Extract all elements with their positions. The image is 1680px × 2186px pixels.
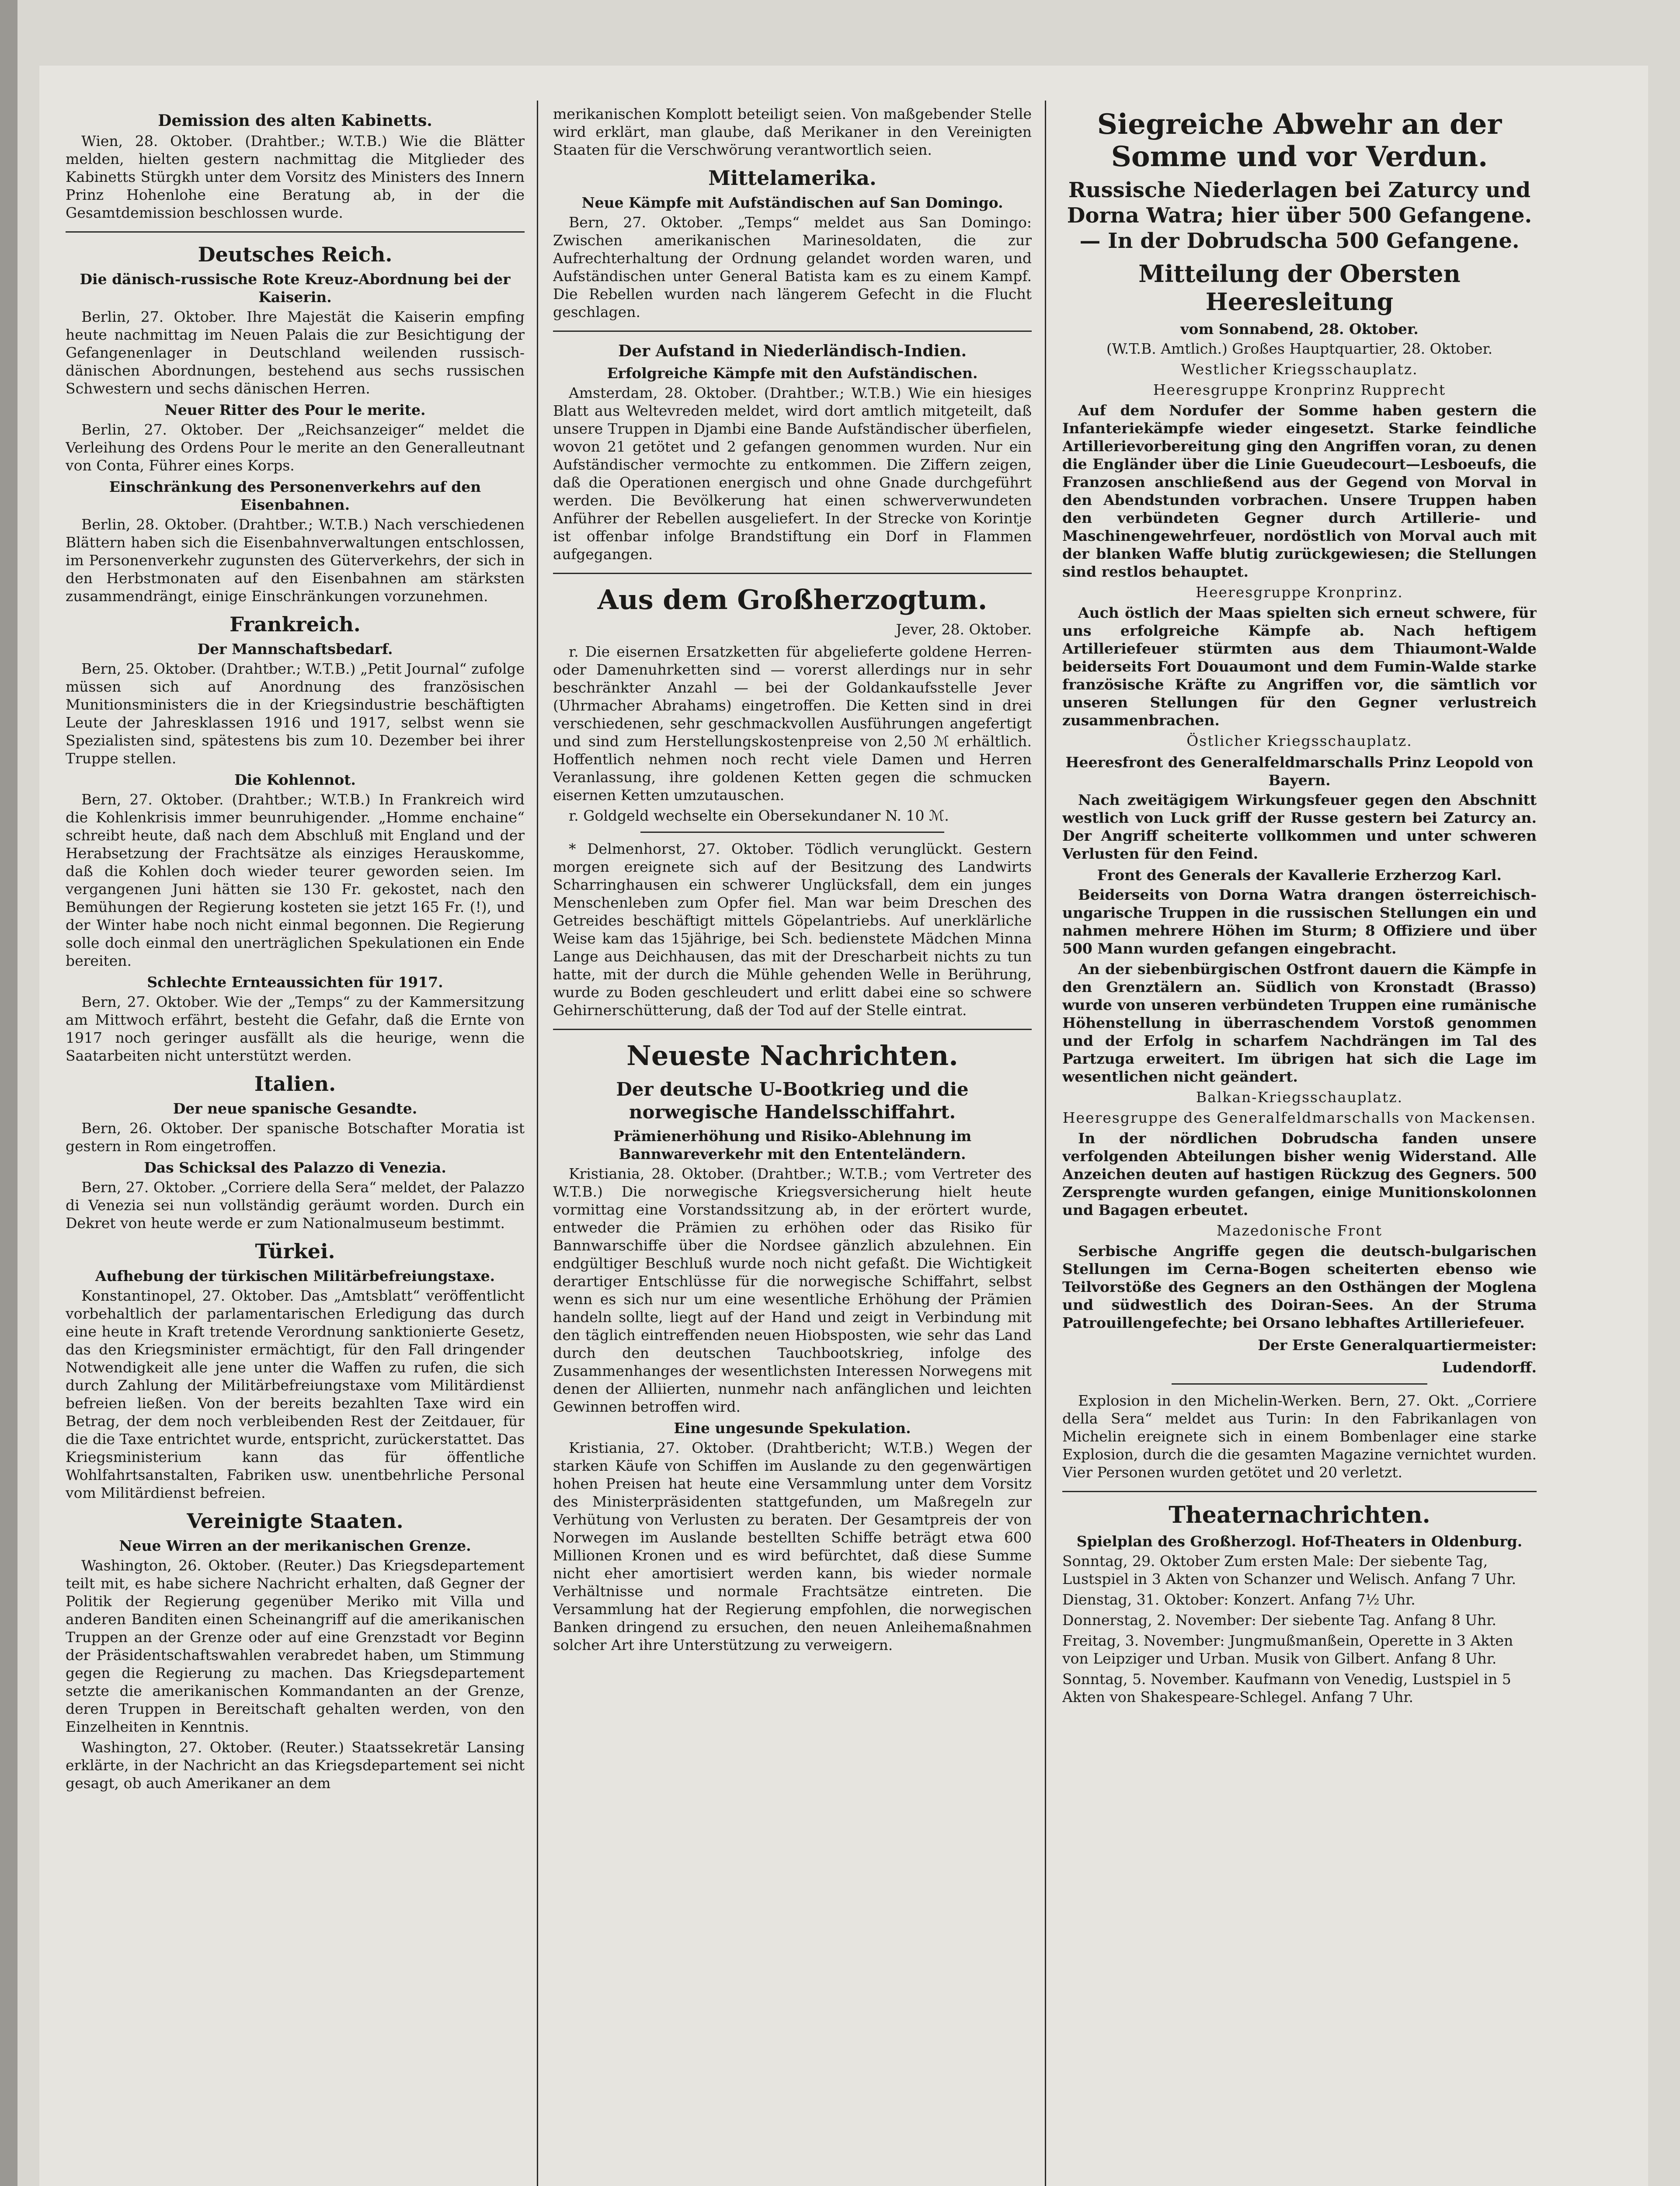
section-theater: Theaternachrichten.	[1169, 1502, 1430, 1528]
subhead-kohle: Die Kohlennot.	[234, 771, 356, 788]
section-neueste-nachrichten: Neueste Nachrichten.	[626, 1040, 958, 1072]
article-ketten: r. Die eisernen Ersatzketten für abgelieferte goldene Herren- oder Damenuhrketten sind — vorerst allerdings nur in sehr beschränkter Anzahl — bei der Goldankaufsstelle Jever (Uhrmacher Abrahams) eingetroffen. Die Ketten sind in drei verschiedenen, sehr geschmackvollen Ausführungen angefertigt und sind zum Herstellungskostenpreise von 2,50 ℳ erhältlich. Hoffentlich nehmen noch recht viele Damen und Herren Veranlassung, ihre goldenen Ketten gegen die schmucken eisernen Ketten umzutauschen.	[553, 643, 1032, 804]
article-demission: Wien, 28. Oktober. (Drahtber.; W.T.B.) Wie die Blätter melden, hielten gestern nachmittag die Mitglieder des Kabinetts Stürgkh unter dem Vorsitz des Ministers des Innern Prinz Hohenlohe eine Beratung ab, in der die Gesamtdemission beschlossen wurde.	[66, 132, 525, 221]
article-eisenbahn: Berlin, 28. Oktober. (Drahtber.; W.T.B.) Nach verschiedenen Blättern haben sich die Eisenbahnverwaltungen entschlossen, im Personenverkehr zugunsten des Güterverkehrs, der sich in den Herbstmonaten auf den Eisenbahnen am stärksten zusammendrängt, einige Einschränkungen vorzunehmen.	[66, 516, 525, 605]
theater-west: Westlicher Kriegsschauplatz.	[1181, 361, 1418, 378]
headline-indien: Der Aufstand in Niederländisch-Indien.	[618, 342, 967, 360]
article-militaer: Konstantinopel, 27. Oktober. Das „Amtsblatt“ veröffentlicht vorbehaltlich der parlamentarischen Erledigung das durch eine heute in Kraft tretende Verordnung sanktionierte Gesetz, das den Kriegsminister ermächtigt, für den Fall dringender Notwendigkeit alle jene unter die Waffen zu rufen, die sich durch Zahlung der Militärbefreiungstaxe vom Militärdienst befreien ließen. Von der bereits bezahlten Taxe wird ein Betrag, der dem noch verbleibenden Rest der Zeitdauer, für die die Taxe entrichtet wurde, entspricht, zurückerstattet. Das Kriegsministerium kann das für öffentliche Wohlfahrtsanstalten, Fabriken usw. unentbehrliche Personal vom Militärdienst befreien.	[66, 1287, 525, 1501]
divider	[66, 231, 525, 233]
divider	[1172, 1383, 1427, 1385]
article-mexiko-2: Washington, 27. Oktober. (Reuter.) Staatssekretär Lansing erklärte, in der Nachricht an das Kriegsdepartement sei nicht gesagt, ob auch Amerikaner an dem	[66, 1739, 525, 1792]
article-kronprinz: Auch östlich der Maas spielten sich erneut schwere, für uns erfolgreiche Kämpfe ab. Nach heftigem Artilleriefeuer stürmten aus dem Thiaumont-Walde beiderseits Fort Douaumont und dem Fumin-Walde starke französische Kräfte zu Angriffen vor, die sämtlich vor unseren Stellungen für den Gegner verlustreich zusammenbrachen.	[1062, 604, 1537, 729]
subhead-mexiko: Neue Wirren an der merikanischen Grenze.	[119, 1537, 471, 1554]
headline-demission: Demission des alten Kabinetts.	[158, 111, 432, 130]
subhead-domingo: Neue Kämpfe mit Aufständischen auf San Domingo.	[581, 194, 1003, 211]
theater-ost: Östlicher Kriegsschauplatz.	[1186, 732, 1412, 749]
column-divider	[537, 101, 538, 2186]
divider	[553, 573, 1032, 574]
subhead-spekulation: Eine ungesunde Spekulation.	[674, 1420, 911, 1437]
army-group-mackensen: Heeresgruppe des Generalfeldmarschalls von Mackensen.	[1062, 1109, 1537, 1126]
scan-edge	[0, 0, 17, 2186]
subhead-militaer: Aufhebung der türkischen Militärbefreiungstaxe.	[95, 1267, 495, 1284]
section-mittelamerika: Mittelamerika.	[708, 166, 877, 190]
subhead-rotkreuz: Die dänisch-russische Rote Kreuz-Abordnung bei der Kaiserin.	[80, 271, 511, 306]
article-goldgeld: r. Goldgeld wechselte ein Obersekundaner N. 10 ℳ.	[569, 807, 949, 824]
dateline-jever: Jever, 28. Oktober.	[896, 621, 1032, 638]
front-mazedonien: Mazedonische Front	[1217, 1222, 1382, 1239]
theater-balkan: Balkan-Kriegsschauplatz.	[1196, 1089, 1403, 1106]
headline-ohl: Mitteilung der Obersten Heeresleitung	[1138, 260, 1461, 316]
article-delmenhorst: * Delmenhorst, 27. Oktober. Tödlich verunglückt. Gestern morgen ereignete sich auf der Besitzung des Landwirts Scharringhausen ein schwerer Unglücksfall, dem ein junges Menschenleben zum Opfer fiel. Man war beim Dreschen des Getreides beschäftigt mittels Göpelantriebs. Auf unerklärliche Weise kam das 15jährige, bei Sch. bedienstete Mädchen Minna Lange aus Deichhausen, das mit der Drescharbeit nichts zu tun hatte, mit der durch die Mühle gehenden Welle in Berührung, wurde zu Boden geschleudert und erlitt dabei eine so schwere Gehirnerschütterung, daß der Tod auf der Stelle eintrat.	[553, 840, 1032, 1019]
divider	[640, 832, 944, 833]
schedule-entry: Freitag, 3. November: Jungmußmanßein, Operette in 3 Akten von Leipziger und Urban. Musik von Gilbert. Anfang 8 Uhr.	[1062, 1632, 1513, 1667]
schedule-entry: Donnerstag, 2. November: Der siebente Tag. Anfang 8 Uhr.	[1062, 1612, 1497, 1629]
column-1	[66, 105, 525, 2186]
subhead-gesandte: Der neue spanische Gesandte.	[173, 1100, 417, 1117]
subhead-ernte: Schlechte Ernteaussichten für 1917.	[147, 974, 443, 991]
subhead-ritter: Neuer Ritter des Pour le merite.	[164, 401, 426, 418]
section-grossherzogtum: Aus dem Großherzogtum.	[597, 584, 988, 616]
article-kohle: Bern, 27. Oktober. (Drahtber.; W.T.B.) In Frankreich wird die Kohlenkrisis immer beunruhigender. „Homme enchaine“ schreibt heute, daß nach dem Abschluß mit England und der Herabsetzung der Frachtsätze als einziges Herauskomme, daß die Kohlen doch wieder teurer geworden seien. Im vergangenen Juni hätten sie 130 Fr. gekostet, nach den Bemühungen der Regierung kosteten sie jetzt 165 Fr. (!), und der Winter habe noch nicht einmal begonnen. Die Regierung solle doch einmal den unerträglichen Spekulationen ein Ende bereiten.	[66, 791, 525, 969]
article-karl-2: An der siebenbürgischen Ostfront dauern die Kämpfe in den Grenztälern an. Südlich von Kronstadt (Brasso) wurde von unseren verbündeten Truppen eine rumänische Höhenstellung in überraschendem Vorstoß genommen und der Erfolg in scharfem Nachdrängen im Tal des Partzuga erweitert. Im übrigen hat sich die Lage im wesentlichen nicht geändert.	[1062, 961, 1537, 1085]
section-deutsches-reich: Deutsches Reich.	[198, 243, 393, 266]
signature-name: Ludendorff.	[1442, 1359, 1537, 1376]
article-mazedonien: Serbische Angriffe gegen die deutsch-bulgarischen Stellungen im Cerna-Bogen scheiterten ebenso wie Teilvorstöße des Gegners an den Osthängen der Moglena und südwestlich des Doiran-Sees. An der Struma Patrouillengefechte; bei Orsano lebhaftes Artilleriefeuer.	[1062, 1243, 1537, 1331]
article-mannschaft: Bern, 25. Oktober. (Drahtber.; W.T.B.) „Petit Journal“ zufolge müssen sich auf Anordnung des französischen Munitionsministers die in der Kriegsindustrie beschäftigten Leute der Jahresklassen 1916 und 1917, selbst wenn sie Spezialisten sind, spätestens bis zum 10. Dezember bei ihrer Truppe stellen.	[66, 660, 525, 767]
section-italien: Italien.	[254, 1072, 336, 1096]
schedule-entry: Dienstag, 31. Oktober: Konzert. Anfang 7½ Uhr.	[1062, 1591, 1416, 1608]
signature-title: Der Erste Generalquartiermeister:	[1258, 1337, 1537, 1354]
article-venezia: Bern, 27. Oktober. „Corriere della Sera“ meldet, der Palazzo di Venezia sei nun vollständig geräumt worden. Durch ein Dekret von heute werde er zum Nationalmuseum bestimmt.	[66, 1179, 525, 1232]
subhead-spielplan: Spielplan des Großherzogl. Hof-Theaters in Oldenburg.	[1076, 1533, 1523, 1550]
section-tuerkei: Türkei.	[255, 1239, 335, 1263]
banner-subheadline: Russische Niederlagen bei Zaturcy und Dorna Watra; hier über 500 Gefangene. — In der Dobrudscha 500 Gefangene.	[1067, 178, 1532, 253]
headline-ubootkrieg: Der deutsche U-Bootkrieg und die norwegische Handelsschiffahrt.	[616, 1079, 969, 1123]
newspaper-page	[39, 66, 1648, 2186]
article-leopold: Nach zweitägigem Wirkungsfeuer gegen den Abschnitt westlich von Luck griff der Russe gestern bei Zaturcy an. Der Angriff scheiterte vollkommen und unter schweren Verlusten für den Feind.	[1062, 791, 1537, 862]
divider	[1062, 1491, 1537, 1492]
schedule-entry: Sonntag, 29. Oktober Zum ersten Male: Der siebente Tag, Lustspiel in 3 Akten von Schanzer und Welisch. Anfang 7 Uhr.	[1062, 1552, 1517, 1587]
schedule-entry: Sonntag, 5. November. Kaufmann von Venedig, Lustspiel in 5 Akten von Shakespeare-Schlegel. Anfang 7 Uhr.	[1062, 1671, 1511, 1706]
subhead-leopold: Heeresfront des Generalfeldmarschalls Prinz Leopold von Bayern.	[1065, 754, 1534, 789]
article-ernte: Bern, 27. Oktober. Wie der „Temps“ zu der Kammersitzung am Mittwoch erfährt, besteht die Gefahr, daß die Ernte von 1917 noch geringer ausfällt als die heurige, wenn die Saatarbeiten nicht unterstützt werden.	[66, 993, 525, 1064]
article-continuation: merikanischen Komplott beteiligt seien. Von maßgebender Stelle wird erklärt, man glaube, daß Merikaner in den Vereinigten Staaten für die Verschwörung verantwortlich seien.	[553, 105, 1032, 158]
article-mackensen: In der nördlichen Dobrudscha fanden unsere verfolgenden Abteilungen bisher wenig Widerstand. Alle Anzeichen deuten auf hastigen Rückzug des Gegners. 500 Zersprengte wurden gefangen, einige Munitionskolonnen und Bagagen erbeutet.	[1062, 1130, 1537, 1218]
article-ritter: Berlin, 27. Oktober. Der „Reichsanzeiger“ meldet die Verleihung des Ordens Pour le merite an den Generalleutnant von Conta, Führer eines Korps.	[66, 421, 525, 474]
army-group-kronprinz: Heeresgruppe Kronprinz.	[1196, 584, 1403, 601]
column-divider	[1045, 101, 1046, 2186]
divider	[553, 331, 1032, 332]
column-2	[553, 105, 1032, 2186]
subhead-ohl-date: vom Sonnabend, 28. Oktober.	[1180, 320, 1419, 338]
article-karl-1: Beiderseits von Dorna Watra drangen österreichisch-ungarische Truppen in die russischen Stellungen ein und nahmen mehrere Höhen im Sturm; 8 Offiziere und über 500 Mann wurden gefangen eingebracht.	[1062, 886, 1537, 957]
column-3	[1062, 105, 1537, 2186]
article-rupprecht: Auf dem Nordufer der Somme haben gestern die Infanteriekämpfe wieder eingesetzt. Starke feindliche Artillerievorbereitung ging den Angriffen voran, zu denen die Engländer über die Linie Gueudecourt—Lesboeufs, die Franzosen anschließend aus der Gegend von Morval in den Abendstunden vorbrachen. Unsere Truppen haben den verbündeten Gegner durch Artillerie- und Maschinengewehrfeuer, nordöstlich von Morval auch mit der blanken Waffe blutig zurückgewiesen; die Stellungen sind restlos behauptet.	[1062, 402, 1537, 580]
section-frankreich: Frankreich.	[230, 613, 361, 636]
article-domingo: Bern, 27. Oktober. „Temps“ meldet aus San Domingo: Zwischen amerikanischen Marinesoldaten, die zur Aufrechterhaltung der Ordnung gelandet worden waren, und Aufständischen unter General Batista kam es zu einem Kampf. Die Rebellen wurden nach längerem Gefecht in die Flucht geschlagen.	[553, 214, 1032, 320]
article-praemien: Kristiania, 28. Oktober. (Drahtber.; W.T.B.; vom Vertreter des W.T.B.) Die norwegische Kriegsversicherung hielt heute vormittag eine Vorstandssitzung ab, in der erörtert wurde, entweder die Prämien zu erhöhen oder das Risiko für Bannwarschiffe über die Nordsee gänzlich abzulehnen. Ein endgültiger Beschluß wurde noch nicht gefaßt. Die Wichtigkeit derartiger Entschlüsse für die norwegische Schiffahrt, selbst wenn es sich nur um eine wesentliche Erhöhung der Prämien handeln sollte, liegt auf der Hand und zeigt in Verbindung mit den täglich eintreffenden neuen Hiobsposten, wie sehr das Land durch den deutschen Tauchbootskrieg, infolge des Zusammenhanges der wesentlichsten Interessen Norwegens mit denen der Alliierten, nunmehr nach anfänglichen und leichten Gewinnen betroffen wird.	[553, 1165, 1032, 1415]
article-spekulation: Kristiania, 27. Oktober. (Drahtbericht; W.T.B.) Wegen der starken Käufe von Schiffen im Auslande zu den gegenwärtigen hohen Preisen hat heute eine Versammlung unter dem Vorsitz des Ministerpräsidenten stattgefunden, um Maßregeln zur Verhütung von Verlusten zu beraten. Der Gesamtpreis der von Norwegen im Auslande bestellten Schiffe beträgt etwa 600 Millionen Kronen und es wird befürchtet, daß diese Summe nicht eher amortisiert werden kann, bis wieder normale Verhältnisse und normale Frachtsätze eintreten. Die Versammlung hat der Regierung empfohlen, die norwegischen Banken dringend zu ersuchen, den neuen Anleihemaßnahmen solcher Art ihre Unterstützung zu verweigern.	[553, 1439, 1032, 1653]
article-gesandte: Bern, 26. Oktober. Der spanische Botschafter Moratia ist gestern in Rom eingetroffen.	[66, 1120, 525, 1155]
section-vereinigte-staaten: Vereinigte Staaten.	[187, 1509, 403, 1533]
article-michelin: Explosion in den Michelin-Werken. Bern, 27. Okt. „Corriere della Sera“ meldet aus Turin: In den Fabrikanlagen von Michelin ereignete sich in einem Bombenlager eine starke Explosion, durch die die gesamten Magazine vernichtet wurden. Vier Personen wurden getötet und 20 verletzt.	[1062, 1392, 1537, 1481]
subhead-eisenbahn: Einschränkung des Personenverkehrs auf den Eisenbahnen.	[109, 478, 481, 513]
subhead-mannschaft: Der Mannschaftsbedarf.	[197, 640, 393, 658]
banner-headline: Siegreiche Abwehr an der Somme und vor Verdun.	[1097, 108, 1502, 173]
divider	[553, 1029, 1032, 1030]
subhead-praemien: Prämienerhöhung und Risiko-Ablehnung im Bannwareverkehr mit den Ententeländern.	[613, 1128, 972, 1163]
article-ohl-source: (W.T.B. Amtlich.) Großes Hauptquartier, 28. Oktober.	[1106, 340, 1493, 357]
subhead-karl: Front des Generals der Kavallerie Erzherzog Karl.	[1097, 867, 1502, 884]
army-group-rupprecht: Heeresgruppe Kronprinz Rupprecht	[1153, 381, 1446, 398]
subhead-venezia: Das Schicksal des Palazzo di Venezia.	[144, 1159, 446, 1176]
subhead-indien: Erfolgreiche Kämpfe mit den Aufständischen.	[607, 365, 978, 382]
article-mexiko-1: Washington, 26. Oktober. (Reuter.) Das Kriegsdepartement teilt mit, es habe sichere Nachricht erhalten, daß Gegner der Politik der Regierung gegenüber Meriko mit Villa und anderen Banditen einen Scheinangriff auf die amerikanischen Truppen an der Grenze oder auf eine Grenzstadt vor Beginn der Präsidentschaftswahlen verabredet haben, um Stimmung gegen die Regierung zu machen. Das Kriegsdepartement setzte die amerikanischen Kommandanten an der Grenze, deren Truppen in Bereitschaft gehalten werden, von den Einzelheiten in Kenntnis.	[66, 1557, 525, 1735]
article-indien: Amsterdam, 28. Oktober. (Drahtber.; W.T.B.) Wie ein hiesiges Blatt aus Weltevreden meldet, wird dort amtlich mitgeteilt, daß unsere Truppen in Djambi eine Bande Aufständischer überfielen, wovon 21 getötet und 2 gefangen genommen wurden. Nur ein Aufständischer vermochte zu entkommen. Die Ziffern zeigen, daß die Operationen energisch und ohne Gnade durchgeführt werden. Die Bevölkerung hat einen schwerverwundeten Anführer der Rebellen ausgeliefert. In der Strecke von Korintje ist offenbar infolge Brandstiftung ein Dorf in Flammen aufgegangen.	[553, 384, 1032, 563]
article-rotkreuz: Berlin, 27. Oktober. Ihre Majestät die Kaiserin empfing heute nachmittag im Neuen Palais die zur Besichtigung der Gefangenenlager in Deutschland weilenden russisch-dänischen Abordnungen, bestehend aus sechs russischen Schwestern und sechs dänischen Herren.	[66, 308, 525, 397]
